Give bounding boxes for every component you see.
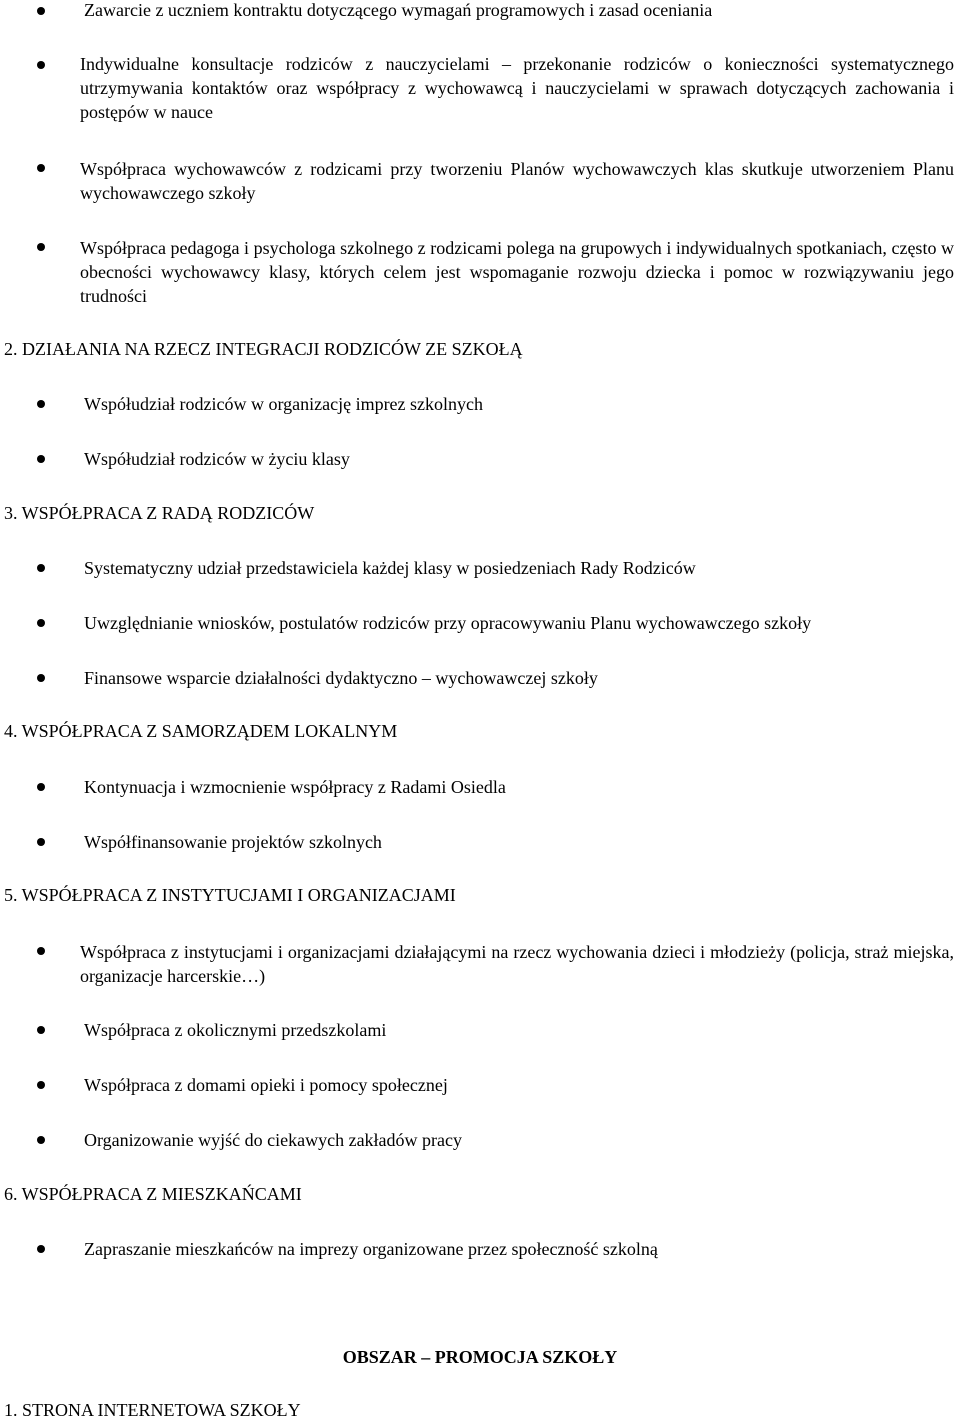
- bullet: [37, 1136, 45, 1144]
- bullet: [37, 400, 45, 408]
- bullet: [37, 1081, 45, 1089]
- bullet: [37, 947, 45, 955]
- list-item: Zapraszanie mieszkańców na imprezy organizowane przez społeczność szkolną: [84, 1239, 658, 1259]
- subsection-heading: 1. STRONA INTERNETOWA SZKOŁY: [4, 1400, 301, 1420]
- list-item: Kontynuacja i wzmocnienie współpracy z Radami Osiedla: [84, 777, 506, 797]
- list-item: Współudział rodziców w organizację imprez szkolnych: [84, 394, 484, 414]
- list-item: Indywidualne konsultacje rodziców z nauczycielami – przekonanie rodziców o konieczności systematycznego utrzymywania kontaktów oraz współpracy z wychowawcą i nauczycielami w sprawach dotyczących zachowania i postępów w nauce: [80, 54, 954, 122]
- bullet: [37, 61, 45, 69]
- list-item: Organizowanie wyjść do ciekawych zakładów pracy: [84, 1130, 463, 1150]
- list-item: Współpraca z okolicznymi przedszkolami: [84, 1020, 387, 1040]
- list-item: Współudział rodziców w życiu klasy: [84, 449, 350, 469]
- bullet: [37, 7, 45, 15]
- bullet: [37, 164, 45, 172]
- list-item: Współpraca pedagoga i psychologa szkolnego z rodzicami polega na grupowych i indywidualnych spotkaniach, często w obecności wychowawcy klasy, których celem jest wspomaganie rozwoju dziecka i pomoc w rozwiązywaniu jego trudności: [80, 238, 954, 306]
- list-item: Współpraca z instytucjami i organizacjami działającymi na rzecz wychowania dzieci i młodzieży (policja, straż miejska, organizacje harcerskie…): [80, 942, 954, 986]
- list-item: Systematyczny udział przedstawiciela każdej klasy w posiedzeniach Rady Rodziców: [84, 558, 696, 578]
- list-item: Uwzględnianie wniosków, postulatów rodziców przy opracowywaniu Planu wychowawczego szkoły: [84, 613, 812, 633]
- bullet: [37, 243, 45, 251]
- bullet: [37, 674, 45, 682]
- list-item: Współpraca wychowawców z rodzicami przy tworzeniu Planów wychowawczych klas skutkuje utworzeniem Planu wychowawczego szkoły: [80, 159, 954, 203]
- bullet: [37, 783, 45, 791]
- section-heading: 5. WSPÓŁPRACA Z INSTYTUCJAMI I ORGANIZACJAMI: [4, 885, 456, 905]
- bullet: [37, 838, 45, 846]
- list-item: Współfinansowanie projektów szkolnych: [84, 832, 382, 852]
- bullet: [37, 619, 45, 627]
- section-heading: 3. WSPÓŁPRACA Z RADĄ RODZICÓW: [4, 503, 315, 523]
- list-item: Zawarcie z uczniem kontraktu dotyczącego wymagań programowych i zasad oceniania: [84, 0, 713, 20]
- bullet: [37, 1245, 45, 1253]
- area-title: OBSZAR – PROMOCJA SZKOŁY: [342, 1347, 618, 1367]
- section-heading: 4. WSPÓŁPRACA Z SAMORZĄDEM LOKALNYM: [4, 721, 398, 741]
- section-heading: 2. DZIAŁANIA NA RZECZ INTEGRACJI RODZICÓW ZE SZKOŁĄ: [4, 339, 523, 359]
- list-item: Finansowe wsparcie działalności dydaktyczno – wychowawczej szkoły: [84, 668, 598, 688]
- bullet: [37, 564, 45, 572]
- section-heading: 6. WSPÓŁPRACA Z MIESZKAŃCAMI: [4, 1184, 302, 1204]
- bullet: [37, 1026, 45, 1034]
- bullet: [37, 455, 45, 463]
- list-item: Współpraca z domami opieki i pomocy społecznej: [84, 1075, 448, 1095]
